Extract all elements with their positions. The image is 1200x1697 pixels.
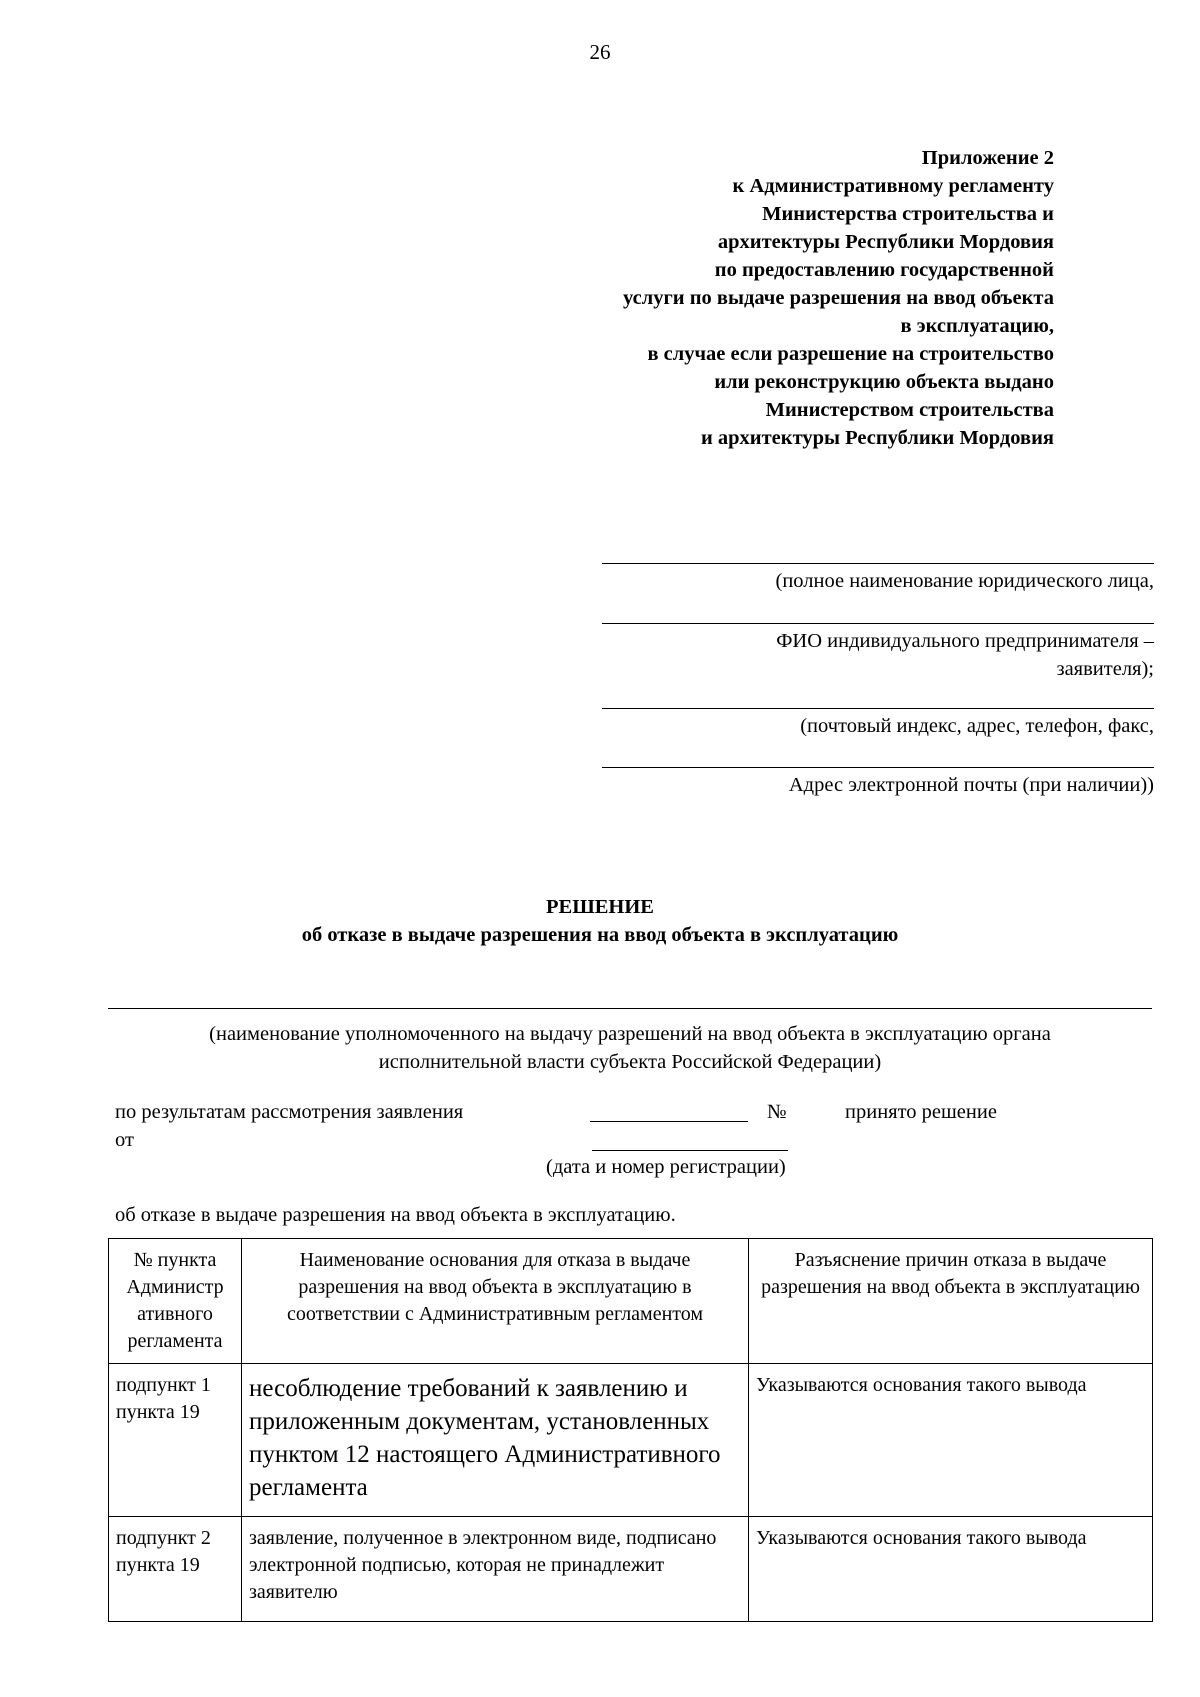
statement-part2: принято решение bbox=[845, 1101, 997, 1123]
appendix-header bbox=[434, 144, 1054, 452]
appendix-line: Министерства строительства и bbox=[762, 203, 1054, 225]
addressee-caption-postal: (почтовый индекс, адрес, телефон, факс, bbox=[800, 715, 1154, 737]
table-header-row bbox=[109, 1239, 1153, 1364]
statement-conclusion: об отказе в выдаче разрешения на ввод объекта в эксплуатацию. bbox=[115, 1204, 676, 1226]
row-reason: заявление, полученное в электронном виде, подписано электронной подписью, которая не принадлежит заявителю bbox=[242, 1517, 749, 1622]
organ-name-line[interactable] bbox=[108, 1008, 1152, 1009]
appendix-line: Министерством строительства bbox=[765, 399, 1054, 421]
header-explanation: Разъяснение причин отказа в выдаче разрешения на ввод объекта в эксплуатацию bbox=[749, 1239, 1153, 1364]
header-item-number: № пункта Администр ативного регламента bbox=[109, 1239, 242, 1364]
registration-number-line[interactable] bbox=[592, 1150, 788, 1151]
appendix-line: архитектуры Республики Мордовия bbox=[717, 231, 1054, 253]
addressee-caption-name: (полное наименование юридического лица, bbox=[775, 570, 1154, 592]
addressee-fio-line[interactable] bbox=[602, 623, 1154, 624]
row-item: подпункт 2 пункта 19 bbox=[109, 1517, 242, 1622]
addressee-email-line[interactable] bbox=[602, 767, 1154, 768]
statement-part1: по результатам рассмотрения заявления bbox=[115, 1101, 464, 1123]
addressee-caption-email: Адрес электронной почты (при наличии)) bbox=[788, 774, 1154, 796]
row-explanation: Указываются основания такого вывода bbox=[749, 1517, 1153, 1622]
header-reason: Наименование основания для отказа в выдаче разрешения на ввод объекта в эксплуатацию в соответствии с Административным регламентом bbox=[242, 1239, 749, 1364]
addressee-postal-line[interactable] bbox=[602, 708, 1154, 709]
appendix-line: в случае если разрешение на строительство bbox=[647, 343, 1054, 365]
statement-from: от bbox=[115, 1129, 134, 1151]
organ-caption-line: исполнительной власти субъекта Российской Федерации) bbox=[378, 1051, 882, 1073]
appendix-line: услуги по выдаче разрешения на ввод объекта bbox=[623, 287, 1054, 309]
organ-caption bbox=[108, 1020, 1152, 1076]
registration-caption: (дата и номер регистрации) bbox=[546, 1156, 786, 1178]
decision-subtitle: об отказе в выдаче разрешения на ввод объекта в эксплуатацию bbox=[301, 924, 899, 946]
appendix-line: или реконструкцию объекта выдано bbox=[714, 371, 1054, 393]
table-row bbox=[109, 1364, 1153, 1517]
row-explanation: Указываются основания такого вывода bbox=[749, 1364, 1153, 1517]
row-reason: несоблюдение требований к заявлению и приложенным документам, установленных пунктом 12 настоящего Административного регламента bbox=[242, 1364, 749, 1517]
number-sign: № bbox=[767, 1101, 787, 1123]
appendix-line: в эксплуатацию, bbox=[900, 315, 1054, 337]
addressee-caption-fio: ФИО индивидуального предпринимателя – bbox=[776, 630, 1154, 652]
addressee-caption-applicant: заявителя); bbox=[1056, 658, 1154, 680]
appendix-line: и архитектуры Республики Мордовия bbox=[700, 427, 1054, 449]
organ-caption-line: (наименование уполномоченного на выдачу разрешений на ввод объекта в эксплуатацию органа bbox=[209, 1023, 1051, 1045]
appendix-line: к Административному регламенту bbox=[732, 175, 1054, 197]
table-row bbox=[109, 1517, 1153, 1622]
row-item: подпункт 1 пункта 19 bbox=[109, 1364, 242, 1517]
addressee-name-line[interactable] bbox=[602, 563, 1154, 564]
page-number: 26 bbox=[589, 40, 611, 64]
appendix-line: по предоставлению государственной bbox=[714, 259, 1054, 281]
decision-title: РЕШЕНИЕ bbox=[546, 896, 654, 918]
appendix-line: Приложение 2 bbox=[921, 147, 1054, 169]
application-date-line[interactable] bbox=[590, 1121, 748, 1122]
refusal-reasons-table bbox=[108, 1238, 1153, 1622]
